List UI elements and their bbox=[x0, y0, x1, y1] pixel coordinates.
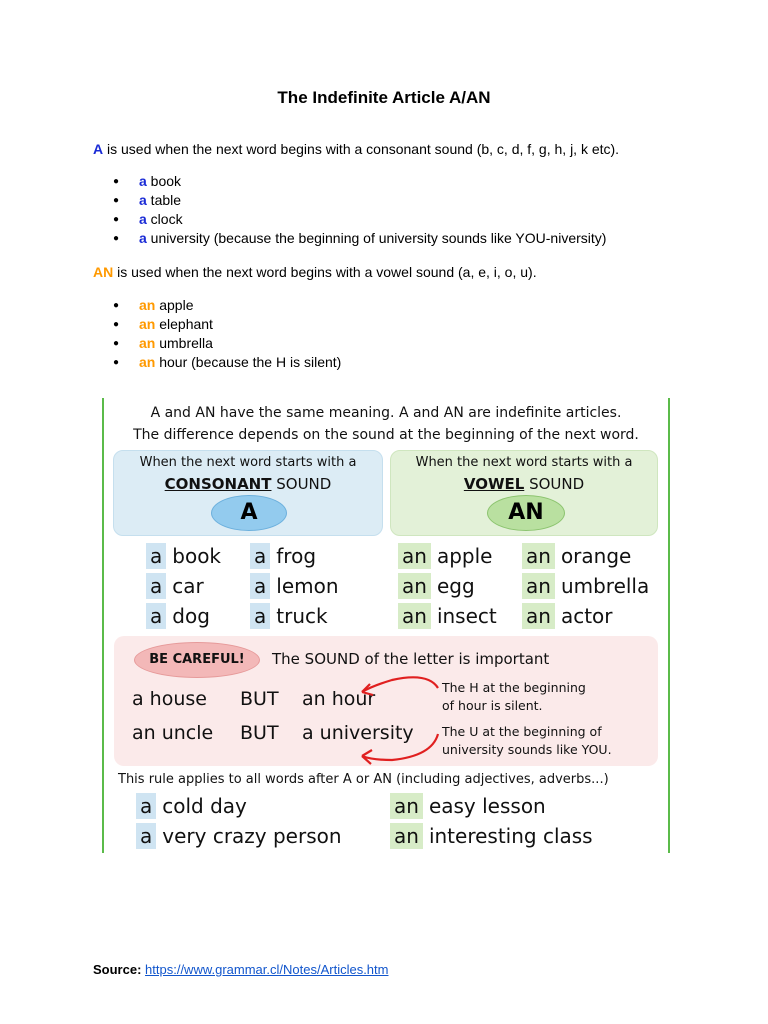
article-a: a bbox=[139, 192, 147, 208]
consonant-example bbox=[146, 603, 210, 629]
article-an: an bbox=[398, 543, 431, 569]
article-an: an bbox=[390, 823, 423, 849]
example-text: apple bbox=[155, 297, 194, 313]
consonant-box bbox=[113, 450, 383, 536]
consonant-word: CONSONANT bbox=[164, 475, 272, 493]
article-a: a bbox=[250, 573, 270, 599]
vowel-word: VOWEL bbox=[463, 475, 525, 493]
example-text: clock bbox=[146, 211, 183, 227]
right-border bbox=[668, 398, 670, 853]
example-word: orange bbox=[560, 544, 632, 568]
article-an: an bbox=[390, 793, 423, 819]
list-item bbox=[113, 334, 341, 353]
vowel-example bbox=[522, 573, 649, 599]
article-a: a bbox=[136, 823, 156, 849]
list-item bbox=[113, 191, 606, 210]
article-an: an bbox=[398, 603, 431, 629]
article-a-pill: A bbox=[211, 495, 287, 531]
article-a: a bbox=[139, 211, 147, 227]
vowel-example bbox=[522, 603, 613, 629]
example-an-uncle: an uncle bbox=[132, 722, 214, 744]
but-word: BUT bbox=[240, 688, 279, 710]
consonant-box-line1: When the next word starts with a bbox=[139, 455, 357, 470]
vowel-example bbox=[398, 573, 475, 599]
example-text: hour (because the H is silent) bbox=[155, 354, 342, 370]
vowel-example bbox=[398, 543, 492, 569]
consonant-example bbox=[250, 603, 328, 629]
article-an: an bbox=[139, 354, 156, 370]
rule-example bbox=[390, 793, 546, 819]
vowel-example bbox=[522, 543, 631, 569]
article-a: a bbox=[146, 603, 166, 629]
vowel-box-line1: When the next word starts with a bbox=[415, 455, 633, 470]
sound-word: SOUND bbox=[524, 475, 585, 493]
article-a: a bbox=[136, 793, 156, 819]
consonant-box-line2 bbox=[114, 475, 382, 493]
rule-example bbox=[136, 793, 247, 819]
note-u-you bbox=[442, 723, 612, 759]
example-word: truck bbox=[276, 604, 328, 628]
example-word: apple bbox=[436, 544, 493, 568]
article-a: a bbox=[250, 603, 270, 629]
intro-line-1: A and AN have the same meaning. A and AN are indefinite articles. bbox=[150, 405, 622, 421]
article-a: a bbox=[146, 543, 166, 569]
arrow-icons bbox=[332, 674, 442, 770]
example-word: car bbox=[172, 574, 204, 598]
article-a: a bbox=[250, 543, 270, 569]
source-link[interactable]: https://www.grammar.cl/Notes/Articles.htm bbox=[145, 962, 389, 977]
example-a-house: a house bbox=[132, 688, 207, 710]
sound-word: SOUND bbox=[271, 475, 332, 493]
article-infographic bbox=[102, 398, 670, 853]
left-border bbox=[102, 398, 104, 853]
curved-arrow-icon bbox=[362, 677, 438, 692]
article-an: an bbox=[139, 297, 156, 313]
consonant-example bbox=[146, 573, 204, 599]
infographic-intro bbox=[102, 402, 670, 446]
careful-title: The SOUND of the letter is important bbox=[272, 650, 550, 668]
article-an: an bbox=[522, 603, 555, 629]
example-a-university: a university bbox=[302, 722, 414, 744]
section-an-intro bbox=[93, 264, 537, 280]
example-text: book bbox=[146, 173, 182, 189]
example-text: university (because the beginning of university sounds like YOU-niversity) bbox=[146, 230, 607, 246]
list-item bbox=[113, 296, 341, 315]
example-text: table bbox=[146, 192, 182, 208]
example-word: interesting class bbox=[428, 824, 593, 848]
note-line: The H at the beginning bbox=[442, 680, 586, 695]
example-word: umbrella bbox=[560, 574, 650, 598]
vowel-box-line2 bbox=[391, 475, 657, 493]
example-text: umbrella bbox=[155, 335, 213, 351]
be-careful-badge: BE CAREFUL! bbox=[134, 642, 260, 678]
vowel-box bbox=[390, 450, 658, 536]
an-examples-list bbox=[113, 296, 341, 372]
rule-example bbox=[136, 823, 342, 849]
example-word: easy lesson bbox=[428, 794, 546, 818]
a-examples-list bbox=[113, 172, 606, 248]
consonant-example bbox=[146, 543, 221, 569]
but-word: BUT bbox=[240, 722, 279, 744]
article-an: an bbox=[139, 316, 156, 332]
vowel-example bbox=[398, 603, 497, 629]
article-an: an bbox=[139, 335, 156, 351]
list-item bbox=[113, 172, 606, 191]
consonant-example bbox=[250, 543, 316, 569]
article-an-pill: AN bbox=[487, 495, 565, 531]
list-item bbox=[113, 210, 606, 229]
source-label: Source: bbox=[93, 962, 142, 977]
example-word: book bbox=[172, 544, 222, 568]
article-an: an bbox=[522, 543, 555, 569]
a-intro-text: is used when the next word begins with a consonant sound (b, c, d, f, g, h, j, k etc). bbox=[103, 141, 620, 157]
curved-arrow-icon bbox=[362, 734, 438, 760]
list-item bbox=[113, 315, 341, 334]
rule-example bbox=[390, 823, 593, 849]
note-line: of hour is silent. bbox=[442, 698, 543, 713]
source-line bbox=[93, 962, 388, 977]
consonant-example bbox=[250, 573, 339, 599]
example-word: frog bbox=[276, 544, 317, 568]
example-word: cold day bbox=[162, 794, 247, 818]
a-label: A bbox=[93, 141, 104, 157]
rule-text: This rule applies to all words after A or AN (including adjectives, adverbs...) bbox=[118, 772, 609, 787]
article-a: a bbox=[139, 173, 147, 189]
page-title: The Indefinite Article A/AN bbox=[277, 88, 491, 107]
article-a: a bbox=[139, 230, 147, 246]
article-an: an bbox=[522, 573, 555, 599]
article-an: an bbox=[398, 573, 431, 599]
article-a: a bbox=[146, 573, 166, 599]
section-a-intro bbox=[93, 141, 619, 157]
an-intro-text: is used when the next word begins with a vowel sound (a, e, i, o, u). bbox=[113, 264, 537, 280]
example-text: elephant bbox=[155, 316, 213, 332]
example-an-hour: an hour bbox=[302, 688, 376, 710]
example-word: actor bbox=[560, 604, 613, 628]
note-line: The U at the beginning of bbox=[442, 724, 602, 739]
note-line: university sounds like YOU. bbox=[442, 742, 612, 757]
example-word: very crazy person bbox=[162, 824, 342, 848]
list-item bbox=[113, 229, 606, 248]
note-h-silent bbox=[442, 679, 586, 715]
example-word: egg bbox=[436, 574, 475, 598]
example-word: insect bbox=[436, 604, 497, 628]
example-word: lemon bbox=[276, 574, 339, 598]
example-word: dog bbox=[172, 604, 210, 628]
an-label: AN bbox=[93, 264, 114, 280]
intro-line-2: The difference depends on the sound at the beginning of the next word. bbox=[133, 427, 639, 443]
list-item bbox=[113, 353, 341, 372]
